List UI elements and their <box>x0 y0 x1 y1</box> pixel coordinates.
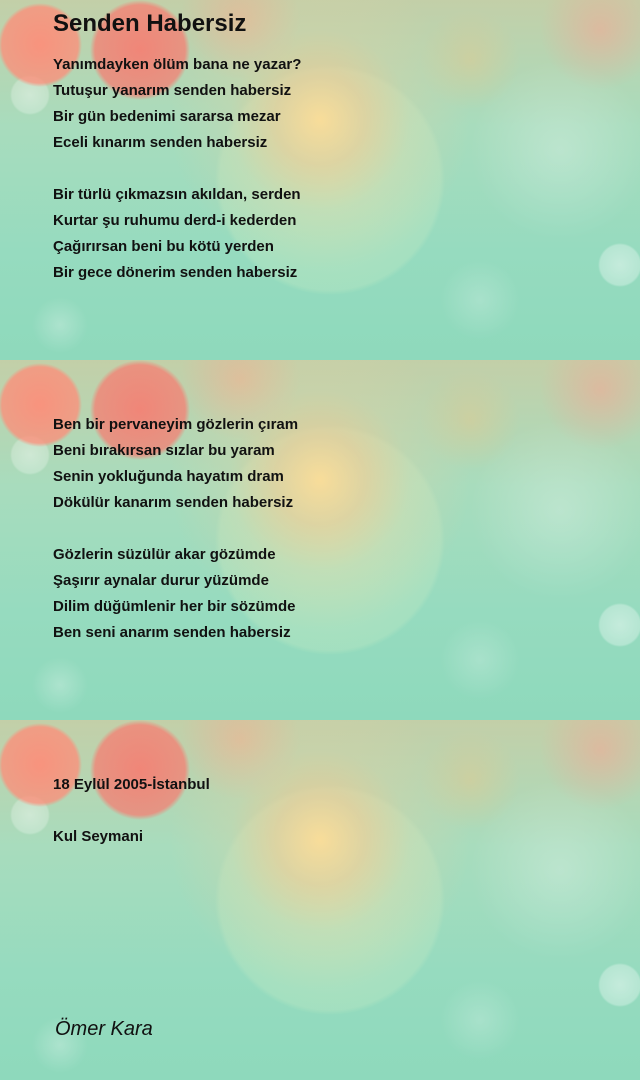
poem-panel-3 <box>0 720 640 1080</box>
poem-line: Ben seni anarım senden habersiz <box>53 624 291 641</box>
poem-line: Beni bırakırsan sızlar bu yaram <box>53 442 275 459</box>
author-name: Ömer Kara <box>55 1018 153 1040</box>
poem-line: Eceli kınarım senden habersiz <box>53 134 268 151</box>
poem-line: Çağırırsan beni bu kötü yerden <box>53 238 274 255</box>
stanza <box>53 182 301 286</box>
poem-line: Ben bir pervaneyim gözlerin çıram <box>53 416 299 433</box>
poem-line: Kurtar şu ruhumu derd-i kederden <box>53 212 297 229</box>
poem-panel-2 <box>0 360 640 720</box>
poem-line: Senin yokluğunda hayatım dram <box>53 468 284 485</box>
poem-line: Yanımdayken ölüm bana ne yazar? <box>53 56 302 73</box>
stanza <box>53 52 301 156</box>
poem-line: Bir türlü çıkmazsın akıldan, serden <box>53 186 301 203</box>
poem-line: Gözlerin süzülür akar gözümde <box>53 546 276 563</box>
poem-line: Tutuşur yanarım senden habersiz <box>53 82 292 99</box>
pen-name: Kul Seymani <box>53 828 144 845</box>
poem-line: Şaşırır aynalar durur yüzümde <box>53 572 269 589</box>
stanza <box>53 542 296 646</box>
poem-title: Senden Habersiz <box>53 10 247 37</box>
poem-line: Dilim düğümlenir her bir sözümde <box>53 598 296 615</box>
date-place: 18 Eylül 2005-İstanbul <box>53 776 210 793</box>
poem-panel-1 <box>0 0 640 360</box>
poem-line: Bir gece dönerim senden habersiz <box>53 264 298 281</box>
poem-line: Dökülür kanarım senden habersiz <box>53 494 294 511</box>
stanza <box>53 412 298 516</box>
poem-line: Bir gün bedenimi sararsa mezar <box>53 108 281 125</box>
